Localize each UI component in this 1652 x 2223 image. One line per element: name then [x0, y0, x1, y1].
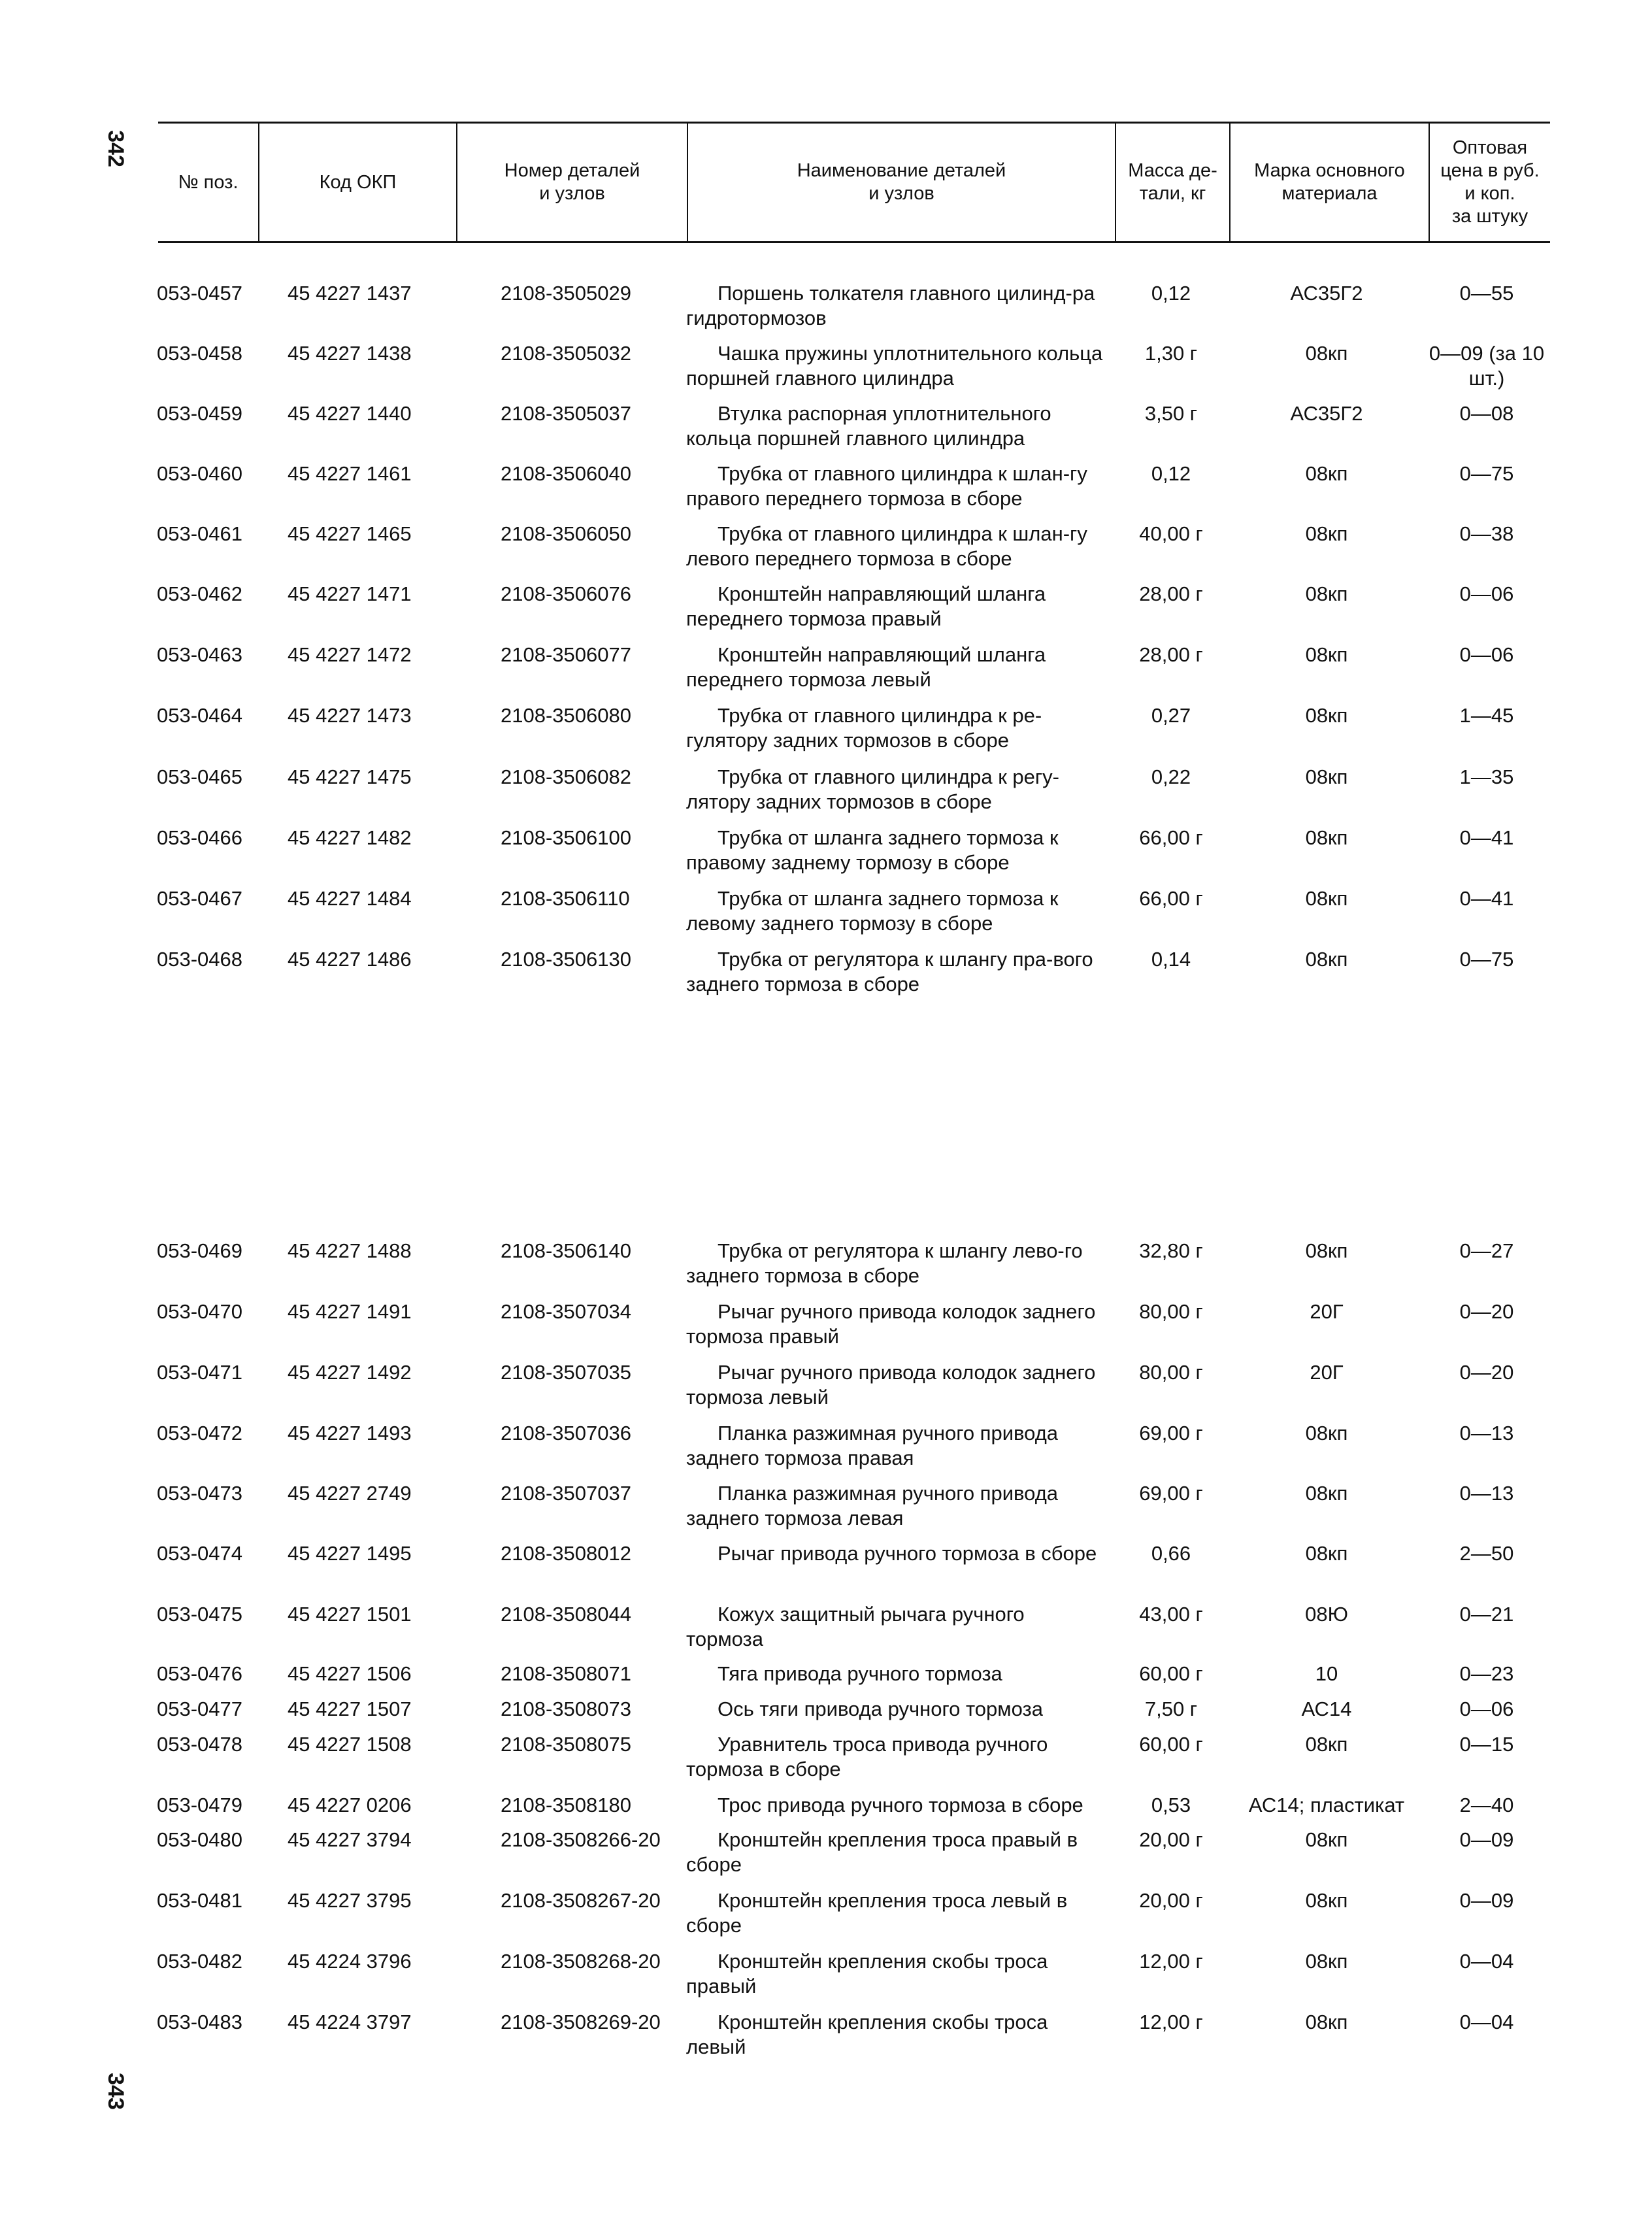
- cell-pos: 053-0457: [157, 282, 243, 305]
- cell-mass: 0,12: [1151, 462, 1191, 485]
- cell-okp: 45 4227 1492: [288, 1361, 412, 1384]
- header-pos: № поз.: [158, 124, 259, 241]
- cell-name: Кронштейн направляющий шланга переднего тормоза левый: [686, 643, 1046, 691]
- header-part-name: Наименование деталей и узлов: [688, 124, 1116, 241]
- cell-num: 2108-3506050: [501, 522, 631, 545]
- cell-num: 2108-3508075: [501, 1733, 631, 1756]
- cell-pos: 053-0483: [157, 2011, 243, 2033]
- cell-pos: 053-0469: [157, 1239, 243, 1262]
- cell-num: 2108-3506076: [501, 582, 631, 605]
- cell-name: Втулка распорная уплотнительного кольца поршней главного цилиндра: [686, 402, 1051, 450]
- cell-price: 0—55: [1459, 282, 1514, 305]
- cell-mass: 66,00 г: [1139, 887, 1203, 910]
- cell-price: 0—06: [1459, 582, 1514, 605]
- cell-pos: 053-0477: [157, 1697, 243, 1720]
- cell-okp: 45 4227 3794: [288, 1828, 412, 1851]
- cell-price: 0—06: [1459, 1697, 1514, 1720]
- cell-name: Трубка от шланга заднего тормоза к левому заднего тормозу в сборе: [686, 887, 1059, 935]
- cell-pos: 053-0458: [157, 342, 243, 365]
- cell-price: 0—38: [1459, 522, 1514, 545]
- cell-okp: 45 4227 1501: [288, 1603, 412, 1626]
- cell-okp: 45 4227 1507: [288, 1697, 412, 1720]
- cell-num: 2108-3508071: [501, 1662, 631, 1685]
- cell-num: 2108-3507035: [501, 1361, 631, 1384]
- cell-mat: 08кп: [1305, 522, 1348, 545]
- cell-mat: 08Ю: [1305, 1603, 1348, 1626]
- cell-name: Тяга привода ручного тормоза: [718, 1662, 1002, 1685]
- cell-okp: 45 4224 3796: [288, 1950, 412, 1973]
- cell-okp: 45 4227 1482: [288, 826, 412, 849]
- cell-name: Кожух защитный рычага ручного тормоза: [686, 1603, 1025, 1650]
- cell-price: 0—21: [1459, 1603, 1514, 1626]
- cell-name: Планка разжимная ручного привода заднего тормоза левая: [686, 1482, 1059, 1529]
- cell-price: 0—09 (за 10 шт.): [1429, 342, 1545, 390]
- cell-mass: 66,00 г: [1139, 826, 1203, 849]
- cell-num: 2108-3505037: [501, 402, 631, 425]
- cell-mass: 12,00 г: [1139, 2011, 1203, 2033]
- cell-mat: 08кп: [1305, 1889, 1348, 1912]
- cell-mat: АС35Г2: [1290, 402, 1363, 425]
- cell-mass: 69,00 г: [1139, 1422, 1203, 1445]
- cell-mass: 28,00 г: [1139, 643, 1203, 666]
- cell-mass: 12,00 г: [1139, 1950, 1203, 1973]
- cell-mat: 08кп: [1305, 2011, 1348, 2033]
- cell-name: Трубка от регулятора к шлангу пра-вого заднего тормоза в сборе: [686, 948, 1093, 995]
- cell-okp: 45 4227 1461: [288, 462, 412, 485]
- cell-num: 2108-3508266-20: [501, 1828, 661, 1851]
- cell-okp: 45 4227 2749: [288, 1482, 412, 1505]
- cell-name: Трубка от шланга заднего тормоза к правому заднему тормозу в сборе: [686, 826, 1059, 874]
- cell-mass: 0,12: [1151, 282, 1191, 305]
- cell-mat: 08кп: [1305, 342, 1348, 365]
- cell-mat: 08кп: [1305, 765, 1348, 788]
- cell-okp: 45 4227 1484: [288, 887, 412, 910]
- cell-mass: 20,00 г: [1139, 1828, 1203, 1851]
- cell-name: Планка разжимная ручного привода заднего тормоза правая: [686, 1422, 1059, 1469]
- cell-price: 2—50: [1459, 1542, 1514, 1565]
- cell-mat: 08кп: [1305, 1733, 1348, 1756]
- cell-price: 0—15: [1459, 1733, 1514, 1756]
- cell-pos: 053-0481: [157, 1889, 243, 1912]
- cell-mat: 20Г: [1310, 1300, 1344, 1323]
- cell-price: 0—09: [1459, 1828, 1514, 1851]
- cell-name: Кронштейн крепления троса левый в сборе: [686, 1889, 1068, 1937]
- cell-mass: 20,00 г: [1139, 1889, 1203, 1912]
- cell-okp: 45 4227 1506: [288, 1662, 412, 1685]
- cell-name: Рычаг привода ручного тормоза в сборе: [718, 1542, 1097, 1565]
- cell-pos: 053-0462: [157, 582, 243, 605]
- cell-pos: 053-0471: [157, 1361, 243, 1384]
- cell-num: 2108-3506100: [501, 826, 631, 849]
- cell-num: 2108-3508269-20: [501, 2011, 661, 2033]
- cell-mat: 08кп: [1305, 826, 1348, 849]
- cell-num: 2108-3506082: [501, 765, 631, 788]
- cell-okp: 45 4227 1491: [288, 1300, 412, 1323]
- cell-mat: 08кп: [1305, 1828, 1348, 1851]
- cell-name: Уравнитель троса привода ручного тормоза в сборе: [686, 1733, 1048, 1780]
- cell-price: 0—06: [1459, 643, 1514, 666]
- page-number-bottom: 343: [103, 2073, 128, 2110]
- cell-num: 2108-3506130: [501, 948, 631, 971]
- cell-price: 0—20: [1459, 1300, 1514, 1323]
- cell-mass: 0,27: [1151, 704, 1191, 727]
- cell-price: 0—20: [1459, 1361, 1514, 1384]
- cell-mat: 08кп: [1305, 1422, 1348, 1445]
- cell-num: 2108-3508267-20: [501, 1889, 661, 1912]
- cell-mat: АС14: [1301, 1697, 1352, 1720]
- cell-okp: 45 4227 1440: [288, 402, 412, 425]
- cell-name: Ось тяги привода ручного тормоза: [718, 1697, 1043, 1720]
- cell-pos: 053-0482: [157, 1950, 243, 1973]
- cell-mat: АС14; пластикат: [1248, 1794, 1405, 1816]
- cell-mass: 0,14: [1151, 948, 1191, 971]
- cell-num: 2108-3508012: [501, 1542, 631, 1565]
- cell-num: 2108-3506077: [501, 643, 631, 666]
- cell-num: 2108-3508268-20: [501, 1950, 661, 1973]
- cell-okp: 45 4224 3797: [288, 2011, 412, 2033]
- cell-name: Рычаг ручного привода колодок заднего тормоза левый: [686, 1361, 1096, 1409]
- cell-price: 0—41: [1459, 826, 1514, 849]
- cell-num: 2108-3506110: [501, 887, 630, 910]
- cell-pos: 053-0466: [157, 826, 243, 849]
- cell-mat: 08кп: [1305, 948, 1348, 971]
- cell-name: Трубка от главного цилиндра к шлан-гу левого переднего тормоза в сборе: [686, 522, 1087, 570]
- cell-pos: 053-0474: [157, 1542, 243, 1565]
- cell-okp: 45 4227 3795: [288, 1889, 412, 1912]
- page-number-top: 342: [103, 130, 128, 167]
- cell-num: 2108-3508073: [501, 1697, 631, 1720]
- cell-okp: 45 4227 1438: [288, 342, 412, 365]
- cell-okp: 45 4227 1495: [288, 1542, 412, 1565]
- cell-name: Трубка от главного цилиндра к регу-лятору задних тормозов в сборе: [686, 765, 1059, 813]
- cell-pos: 053-0478: [157, 1733, 243, 1756]
- cell-okp: 45 4227 1475: [288, 765, 412, 788]
- cell-name: Кронштейн крепления скобы троса левый: [686, 2011, 1048, 2058]
- cell-price: 0—04: [1459, 2011, 1514, 2033]
- cell-okp: 45 4227 1471: [288, 582, 412, 605]
- cell-num: 2108-3506080: [501, 704, 631, 727]
- cell-mat: 08кп: [1305, 1239, 1348, 1262]
- cell-price: 0—75: [1459, 462, 1514, 485]
- cell-pos: 053-0472: [157, 1422, 243, 1445]
- cell-mat: 08кп: [1305, 643, 1348, 666]
- cell-mat: 08кп: [1305, 704, 1348, 727]
- cell-mass: 7,50 г: [1144, 1697, 1198, 1720]
- cell-num: 2108-3508044: [501, 1603, 631, 1626]
- cell-mass: 0,22: [1151, 765, 1191, 788]
- header-part-number: Номер деталей и узлов: [457, 124, 688, 241]
- cell-mat: 08кп: [1305, 1542, 1348, 1565]
- cell-mat: 08кп: [1305, 1482, 1348, 1505]
- cell-okp: 45 4227 1508: [288, 1733, 412, 1756]
- cell-mass: 0,53: [1151, 1794, 1191, 1816]
- cell-name: Трубка от главного цилиндра к ре-гулятору задних тормозов в сборе: [686, 704, 1042, 752]
- cell-pos: 053-0470: [157, 1300, 243, 1323]
- cell-mass: 3,50 г: [1144, 402, 1198, 425]
- header-price: Оптовая цена в руб. и коп. за штуку: [1440, 137, 1540, 227]
- cell-mass: 60,00 г: [1139, 1733, 1203, 1756]
- cell-num: 2108-3506140: [501, 1239, 631, 1262]
- cell-mat: 08кп: [1305, 462, 1348, 485]
- header-material: Марка основного материала: [1231, 124, 1430, 241]
- cell-name: Кронштейн крепления скобы троса правый: [686, 1950, 1048, 1997]
- cell-price: 0—75: [1459, 948, 1514, 971]
- cell-num: 2108-3506040: [501, 462, 631, 485]
- cell-pos: 053-0464: [157, 704, 243, 727]
- cell-price: 1—45: [1459, 704, 1514, 727]
- cell-okp: 45 4227 1437: [288, 282, 412, 305]
- cell-name: Трубка от главного цилиндра к шлан-гу правого переднего тормоза в сборе: [686, 462, 1087, 510]
- cell-mat: 08кп: [1305, 887, 1348, 910]
- cell-pos: 053-0475: [157, 1603, 243, 1626]
- cell-name: Трос привода ручного тормоза в сборе: [718, 1794, 1083, 1816]
- cell-mat: 20Г: [1310, 1361, 1344, 1384]
- cell-okp: 45 4227 1488: [288, 1239, 412, 1262]
- cell-pos: 053-0459: [157, 402, 243, 425]
- cell-price: 1—35: [1459, 765, 1514, 788]
- cell-pos: 053-0480: [157, 1828, 243, 1851]
- cell-price: 2—40: [1459, 1794, 1514, 1816]
- header-okp: Код ОКП: [259, 124, 457, 241]
- cell-mass: 80,00 г: [1139, 1300, 1203, 1323]
- cell-pos: 053-0476: [157, 1662, 243, 1685]
- cell-mat: 08кп: [1305, 582, 1348, 605]
- cell-okp: 45 4227 1465: [288, 522, 412, 545]
- cell-name: Кронштейн направляющий шланга переднего тормоза правый: [686, 582, 1046, 630]
- cell-num: 2108-3508180: [501, 1794, 631, 1816]
- cell-pos: 053-0460: [157, 462, 243, 485]
- header-mass: Масса де- тали, кг: [1116, 124, 1231, 241]
- cell-pos: 053-0479: [157, 1794, 243, 1816]
- cell-name: Поршень толкателя главного цилинд-ра гидротормозов: [686, 282, 1095, 329]
- cell-mass: 60,00 г: [1139, 1662, 1203, 1685]
- cell-okp: 45 4227 1493: [288, 1422, 412, 1445]
- cell-num: 2108-3505029: [501, 282, 631, 305]
- cell-price: 0—13: [1459, 1422, 1514, 1445]
- cell-pos: 053-0467: [157, 887, 243, 910]
- cell-pos: 053-0463: [157, 643, 243, 666]
- cell-mass: 0,66: [1151, 1542, 1191, 1565]
- cell-mass: 32,80 г: [1139, 1239, 1203, 1262]
- cell-name: Рычаг ручного привода колодок заднего тормоза правый: [686, 1300, 1096, 1348]
- cell-name: Трубка от регулятора к шлангу лево-го заднего тормоза в сборе: [686, 1239, 1083, 1287]
- cell-num: 2108-3505032: [501, 342, 631, 365]
- cell-pos: 053-0461: [157, 522, 243, 545]
- cell-name: Кронштейн крепления троса правый в сборе: [686, 1828, 1078, 1876]
- cell-mat: 08кп: [1305, 1950, 1348, 1973]
- cell-mat: АС35Г2: [1290, 282, 1363, 305]
- cell-pos: 053-0468: [157, 948, 243, 971]
- cell-price: 0—41: [1459, 887, 1514, 910]
- cell-mass: 40,00 г: [1139, 522, 1203, 545]
- cell-price: 0—23: [1459, 1662, 1514, 1685]
- cell-price: 0—04: [1459, 1950, 1514, 1973]
- cell-mass: 43,00 г: [1139, 1603, 1203, 1626]
- cell-okp: 45 4227 1472: [288, 643, 412, 666]
- cell-pos: 053-0465: [157, 765, 243, 788]
- cell-okp: 45 4227 1473: [288, 704, 412, 727]
- cell-mass: 28,00 г: [1139, 582, 1203, 605]
- cell-okp: 45 4227 0206: [288, 1794, 412, 1816]
- cell-mat: 10: [1315, 1662, 1338, 1685]
- cell-pos: 053-0473: [157, 1482, 243, 1505]
- cell-price: 0—27: [1459, 1239, 1514, 1262]
- cell-mass: 80,00 г: [1139, 1361, 1203, 1384]
- cell-mass: 1,30 г: [1144, 342, 1198, 365]
- cell-num: 2108-3507037: [501, 1482, 631, 1505]
- cell-name: Чашка пружины уплотнительного кольца поршней главного цилиндра: [686, 342, 1103, 390]
- cell-price: 0—08: [1459, 402, 1514, 425]
- cell-num: 2108-3507034: [501, 1300, 631, 1323]
- cell-num: 2108-3507036: [501, 1422, 631, 1445]
- cell-mass: 69,00 г: [1139, 1482, 1203, 1505]
- table-header: [158, 122, 1550, 243]
- cell-okp: 45 4227 1486: [288, 948, 412, 971]
- cell-price: 0—09: [1459, 1889, 1514, 1912]
- cell-price: 0—13: [1459, 1482, 1514, 1505]
